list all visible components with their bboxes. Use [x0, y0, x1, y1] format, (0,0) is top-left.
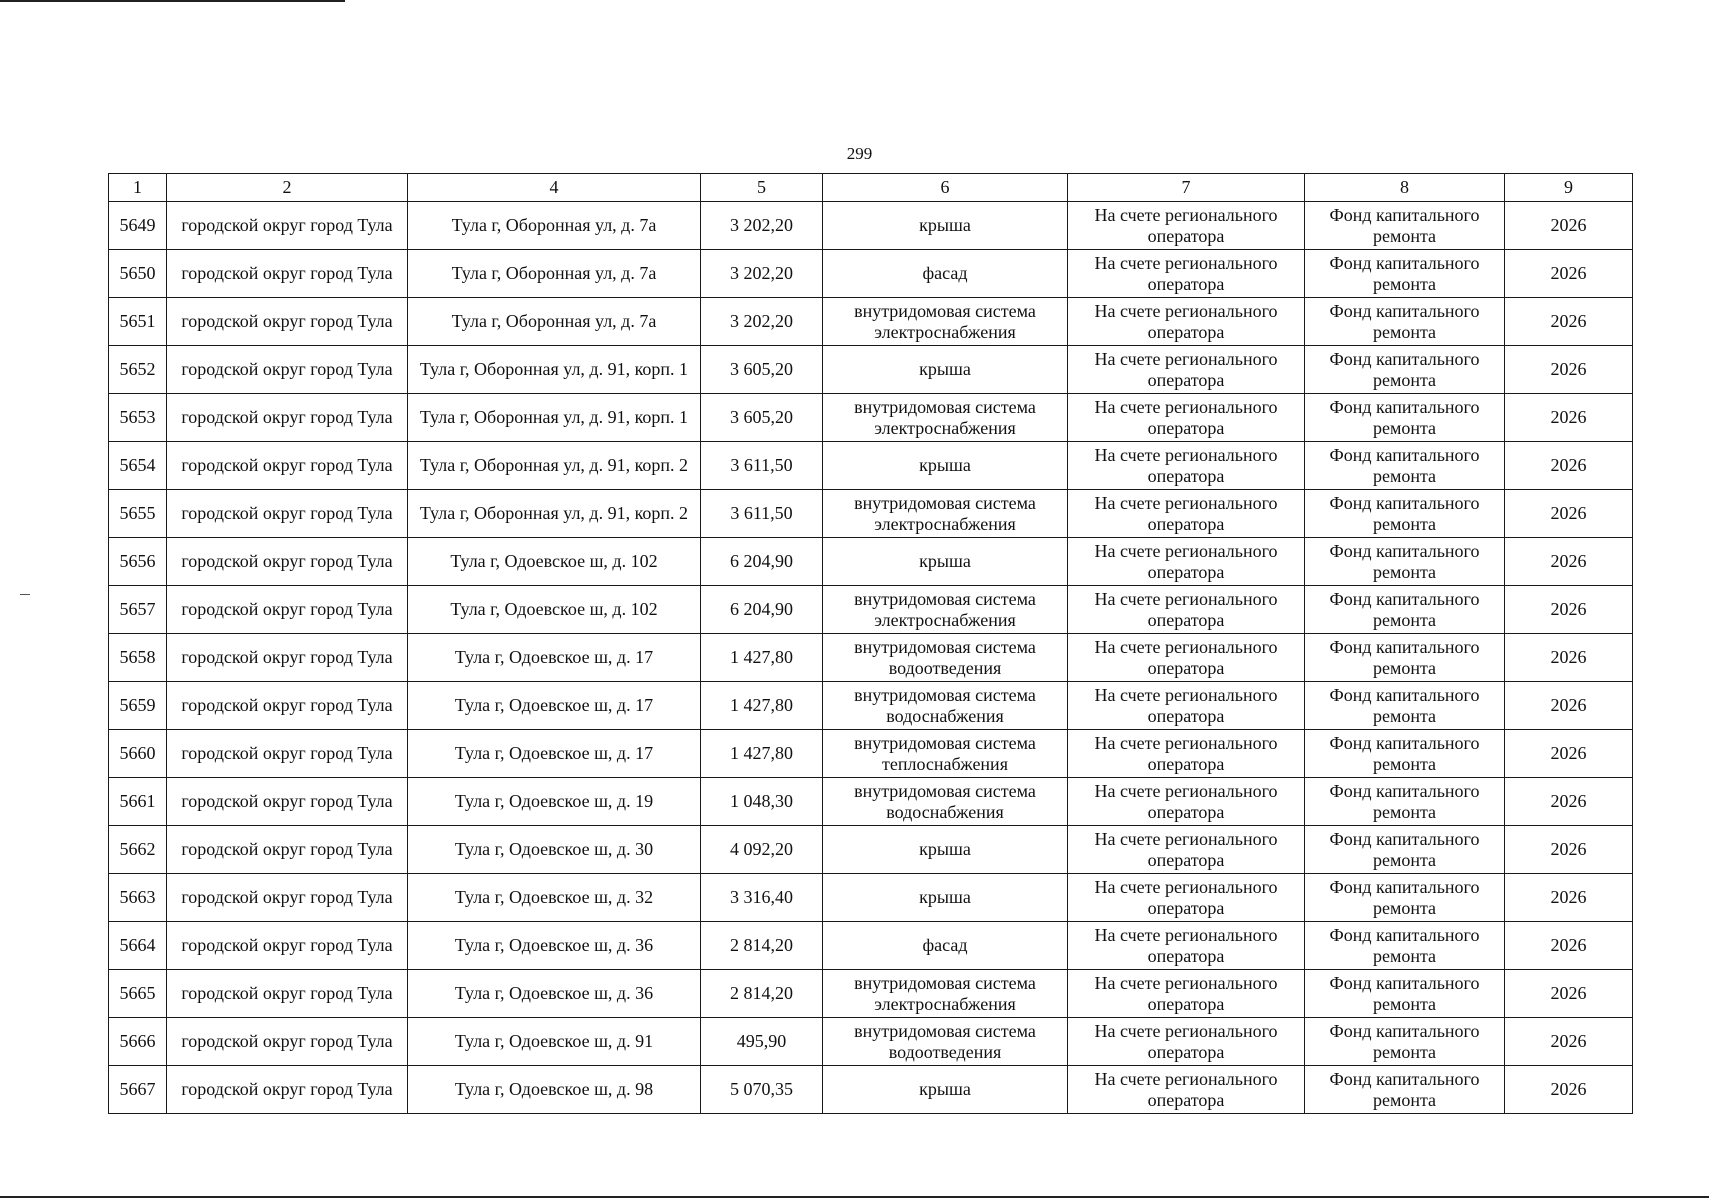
margin-mark	[20, 594, 30, 595]
municipality-cell: городской округ город Тула	[167, 346, 408, 394]
table-row	[109, 346, 1633, 394]
municipality-cell: городской округ город Тула	[167, 202, 408, 250]
funding-source-cell: Фонд капитального ремонта	[1305, 250, 1505, 298]
funding-source-cell: Фонд капитального ремонта	[1305, 346, 1505, 394]
row-number-cell: 5651	[109, 298, 167, 346]
area-cell: 3 202,20	[701, 298, 823, 346]
municipality-cell: городской округ город Тула	[167, 442, 408, 490]
address-cell: Тула г, Одоевское ш, д. 98	[408, 1066, 701, 1114]
row-number-cell: 5654	[109, 442, 167, 490]
funding-source-cell: Фонд капитального ремонта	[1305, 922, 1505, 970]
work-type-cell: фасад	[823, 250, 1068, 298]
row-number-cell: 5659	[109, 682, 167, 730]
area-cell: 1 427,80	[701, 682, 823, 730]
account-cell: На счете регионального оператора	[1068, 394, 1305, 442]
table-row	[109, 586, 1633, 634]
top-rule	[0, 0, 345, 2]
account-cell: На счете регионального оператора	[1068, 586, 1305, 634]
work-type-cell: крыша	[823, 442, 1068, 490]
funding-source-cell: Фонд капитального ремонта	[1305, 538, 1505, 586]
year-cell: 2026	[1505, 1066, 1633, 1114]
row-number-cell: 5650	[109, 250, 167, 298]
account-cell: На счете регионального оператора	[1068, 490, 1305, 538]
work-type-cell: внутридомовая система электроснабжения	[823, 394, 1068, 442]
address-cell: Тула г, Одоевское ш, д. 36	[408, 922, 701, 970]
work-type-cell: крыша	[823, 1066, 1068, 1114]
table-row	[109, 490, 1633, 538]
row-number-cell: 5657	[109, 586, 167, 634]
address-cell: Тула г, Оборонная ул, д. 7а	[408, 250, 701, 298]
funding-source-cell: Фонд капитального ремонта	[1305, 682, 1505, 730]
header-col-4: 4	[408, 174, 701, 202]
account-cell: На счете регионального оператора	[1068, 346, 1305, 394]
municipality-cell: городской округ город Тула	[167, 298, 408, 346]
municipality-cell: городской округ город Тула	[167, 730, 408, 778]
municipality-cell: городской округ город Тула	[167, 634, 408, 682]
funding-source-cell: Фонд капитального ремонта	[1305, 202, 1505, 250]
year-cell: 2026	[1505, 826, 1633, 874]
year-cell: 2026	[1505, 442, 1633, 490]
account-cell: На счете регионального оператора	[1068, 1066, 1305, 1114]
work-type-cell: фасад	[823, 922, 1068, 970]
address-cell: Тула г, Оборонная ул, д. 91, корп. 2	[408, 442, 701, 490]
account-cell: На счете регионального оператора	[1068, 298, 1305, 346]
area-cell: 1 427,80	[701, 730, 823, 778]
work-type-cell: внутридомовая система теплоснабжения	[823, 730, 1068, 778]
row-number-cell: 5666	[109, 1018, 167, 1066]
account-cell: На счете регионального оператора	[1068, 250, 1305, 298]
table-row	[109, 922, 1633, 970]
funding-source-cell: Фонд капитального ремонта	[1305, 490, 1505, 538]
municipality-cell: городской округ город Тула	[167, 538, 408, 586]
header-col-7: 7	[1068, 174, 1305, 202]
work-type-cell: крыша	[823, 346, 1068, 394]
address-cell: Тула г, Одоевское ш, д. 17	[408, 634, 701, 682]
funding-source-cell: Фонд капитального ремонта	[1305, 634, 1505, 682]
row-number-cell: 5653	[109, 394, 167, 442]
account-cell: На счете регионального оператора	[1068, 874, 1305, 922]
account-cell: На счете регионального оператора	[1068, 1018, 1305, 1066]
table-body	[109, 202, 1633, 1114]
work-type-cell: крыша	[823, 826, 1068, 874]
page-number: 299	[846, 144, 873, 163]
year-cell: 2026	[1505, 682, 1633, 730]
row-number-cell: 5665	[109, 970, 167, 1018]
funding-source-cell: Фонд капитального ремонта	[1305, 778, 1505, 826]
funding-source-cell: Фонд капитального ремонта	[1305, 730, 1505, 778]
table-row	[109, 682, 1633, 730]
capital-repair-table	[108, 173, 1633, 1114]
table-row	[109, 730, 1633, 778]
row-number-cell: 5649	[109, 202, 167, 250]
area-cell: 495,90	[701, 1018, 823, 1066]
address-cell: Тула г, Одоевское ш, д. 32	[408, 874, 701, 922]
funding-source-cell: Фонд капитального ремонта	[1305, 970, 1505, 1018]
table-row	[109, 778, 1633, 826]
work-type-cell: крыша	[823, 538, 1068, 586]
row-number-cell: 5652	[109, 346, 167, 394]
header-col-2: 2	[167, 174, 408, 202]
funding-source-cell: Фонд капитального ремонта	[1305, 586, 1505, 634]
header-col-9: 9	[1505, 174, 1633, 202]
municipality-cell: городской округ город Тула	[167, 490, 408, 538]
account-cell: На счете регионального оператора	[1068, 538, 1305, 586]
year-cell: 2026	[1505, 970, 1633, 1018]
municipality-cell: городской округ город Тула	[167, 970, 408, 1018]
year-cell: 2026	[1505, 730, 1633, 778]
municipality-cell: городской округ город Тула	[167, 826, 408, 874]
area-cell: 3 316,40	[701, 874, 823, 922]
year-cell: 2026	[1505, 346, 1633, 394]
address-cell: Тула г, Одоевское ш, д. 102	[408, 538, 701, 586]
row-number-cell: 5656	[109, 538, 167, 586]
address-cell: Тула г, Одоевское ш, д. 102	[408, 586, 701, 634]
work-type-cell: крыша	[823, 874, 1068, 922]
row-number-cell: 5667	[109, 1066, 167, 1114]
address-cell: Тула г, Одоевское ш, д. 17	[408, 682, 701, 730]
row-number-cell: 5663	[109, 874, 167, 922]
municipality-cell: городской округ город Тула	[167, 682, 408, 730]
municipality-cell: городской округ город Тула	[167, 1018, 408, 1066]
table-row	[109, 202, 1633, 250]
year-cell: 2026	[1505, 394, 1633, 442]
year-cell: 2026	[1505, 202, 1633, 250]
area-cell: 5 070,35	[701, 1066, 823, 1114]
work-type-cell: крыша	[823, 202, 1068, 250]
area-cell: 3 202,20	[701, 202, 823, 250]
municipality-cell: городской округ город Тула	[167, 250, 408, 298]
header-col-1: 1	[109, 174, 167, 202]
funding-source-cell: Фонд капитального ремонта	[1305, 394, 1505, 442]
table-header	[109, 174, 1633, 202]
work-type-cell: внутридомовая система электроснабжения	[823, 490, 1068, 538]
area-cell: 2 814,20	[701, 970, 823, 1018]
account-cell: На счете регионального оператора	[1068, 634, 1305, 682]
address-cell: Тула г, Оборонная ул, д. 7а	[408, 202, 701, 250]
work-type-cell: внутридомовая система электроснабжения	[823, 298, 1068, 346]
table-row	[109, 826, 1633, 874]
address-cell: Тула г, Оборонная ул, д. 91, корп. 1	[408, 346, 701, 394]
bottom-rule	[0, 1196, 1709, 1198]
funding-source-cell: Фонд капитального ремонта	[1305, 442, 1505, 490]
address-cell: Тула г, Одоевское ш, д. 91	[408, 1018, 701, 1066]
table-row	[109, 394, 1633, 442]
year-cell: 2026	[1505, 538, 1633, 586]
row-number-cell: 5655	[109, 490, 167, 538]
funding-source-cell: Фонд капитального ремонта	[1305, 1018, 1505, 1066]
area-cell: 3 611,50	[701, 442, 823, 490]
area-cell: 1 427,80	[701, 634, 823, 682]
address-cell: Тула г, Оборонная ул, д. 91, корп. 1	[408, 394, 701, 442]
table-row	[109, 538, 1633, 586]
funding-source-cell: Фонд капитального ремонта	[1305, 874, 1505, 922]
header-col-8: 8	[1305, 174, 1505, 202]
funding-source-cell: Фонд капитального ремонта	[1305, 1066, 1505, 1114]
table-row	[109, 634, 1633, 682]
work-type-cell: внутридомовая система водоснабжения	[823, 682, 1068, 730]
year-cell: 2026	[1505, 922, 1633, 970]
account-cell: На счете регионального оператора	[1068, 202, 1305, 250]
area-cell: 3 605,20	[701, 346, 823, 394]
area-cell: 3 202,20	[701, 250, 823, 298]
address-cell: Тула г, Оборонная ул, д. 7а	[408, 298, 701, 346]
municipality-cell: городской округ город Тула	[167, 1066, 408, 1114]
work-type-cell: внутридомовая система водоотведения	[823, 1018, 1068, 1066]
year-cell: 2026	[1505, 874, 1633, 922]
table-row	[109, 298, 1633, 346]
header-row	[109, 174, 1633, 202]
work-type-cell: внутридомовая система электроснабжения	[823, 970, 1068, 1018]
address-cell: Тула г, Одоевское ш, д. 17	[408, 730, 701, 778]
area-cell: 2 814,20	[701, 922, 823, 970]
header-col-5: 5	[701, 174, 823, 202]
row-number-cell: 5660	[109, 730, 167, 778]
area-cell: 3 611,50	[701, 490, 823, 538]
area-cell: 4 092,20	[701, 826, 823, 874]
area-cell: 1 048,30	[701, 778, 823, 826]
area-cell: 3 605,20	[701, 394, 823, 442]
account-cell: На счете регионального оператора	[1068, 730, 1305, 778]
municipality-cell: городской округ город Тула	[167, 394, 408, 442]
row-number-cell: 5658	[109, 634, 167, 682]
municipality-cell: городской округ город Тула	[167, 922, 408, 970]
table-row	[109, 1066, 1633, 1114]
area-cell: 6 204,90	[701, 538, 823, 586]
table-row	[109, 970, 1633, 1018]
year-cell: 2026	[1505, 634, 1633, 682]
area-cell: 6 204,90	[701, 586, 823, 634]
account-cell: На счете регионального оператора	[1068, 970, 1305, 1018]
work-type-cell: внутридомовая система водоснабжения	[823, 778, 1068, 826]
year-cell: 2026	[1505, 586, 1633, 634]
account-cell: На счете регионального оператора	[1068, 682, 1305, 730]
year-cell: 2026	[1505, 298, 1633, 346]
year-cell: 2026	[1505, 490, 1633, 538]
address-cell: Тула г, Одоевское ш, д. 30	[408, 826, 701, 874]
municipality-cell: городской округ город Тула	[167, 874, 408, 922]
row-number-cell: 5662	[109, 826, 167, 874]
table-row	[109, 1018, 1633, 1066]
table-row	[109, 874, 1633, 922]
funding-source-cell: Фонд капитального ремонта	[1305, 298, 1505, 346]
year-cell: 2026	[1505, 250, 1633, 298]
municipality-cell: городской округ город Тула	[167, 778, 408, 826]
address-cell: Тула г, Оборонная ул, д. 91, корп. 2	[408, 490, 701, 538]
account-cell: На счете регионального оператора	[1068, 922, 1305, 970]
municipality-cell: городской округ город Тула	[167, 586, 408, 634]
funding-source-cell: Фонд капитального ремонта	[1305, 826, 1505, 874]
table-row	[109, 442, 1633, 490]
row-number-cell: 5664	[109, 922, 167, 970]
account-cell: На счете регионального оператора	[1068, 826, 1305, 874]
address-cell: Тула г, Одоевское ш, д. 36	[408, 970, 701, 1018]
account-cell: На счете регионального оператора	[1068, 778, 1305, 826]
work-type-cell: внутридомовая система электроснабжения	[823, 586, 1068, 634]
year-cell: 2026	[1505, 778, 1633, 826]
work-type-cell: внутридомовая система водоотведения	[823, 634, 1068, 682]
row-number-cell: 5661	[109, 778, 167, 826]
table-row	[109, 250, 1633, 298]
year-cell: 2026	[1505, 1018, 1633, 1066]
address-cell: Тула г, Одоевское ш, д. 19	[408, 778, 701, 826]
account-cell: На счете регионального оператора	[1068, 442, 1305, 490]
header-col-6: 6	[823, 174, 1068, 202]
